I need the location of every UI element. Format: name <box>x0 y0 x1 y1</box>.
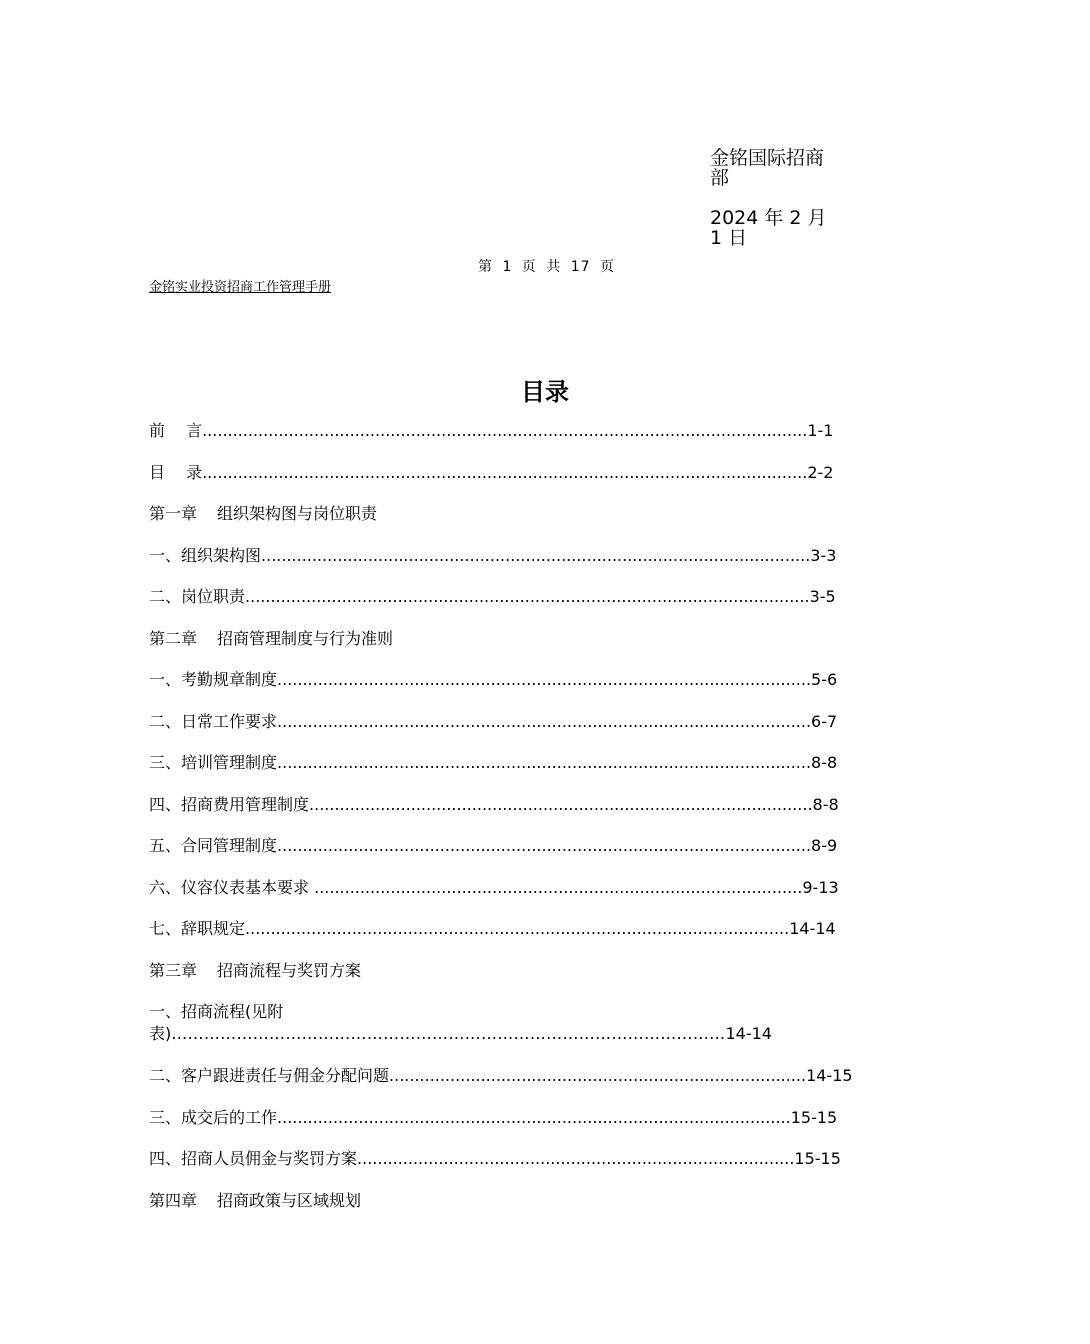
toc-entry-label: 六、仪容仪表基本要求 <box>149 877 310 897</box>
toc-page-range: 1-1 <box>807 421 834 440</box>
toc-entry-label: 一、考勤规章制度 <box>149 670 278 689</box>
toc-entry-label: 七、辞职规定 <box>149 919 246 938</box>
toc-page-range: 8-8 <box>812 794 839 814</box>
toc-leader-dots: ................................................................................................... <box>309 794 813 814</box>
toc-entry-label: 第二章 <box>149 628 198 648</box>
toc-entry-label: 目 录 <box>149 462 203 482</box>
toc-entry-label: 二、日常工作要求 <box>149 711 278 731</box>
toc-entry[interactable] <box>149 877 839 919</box>
toc-page-range: 14-14 <box>789 919 836 938</box>
toc-page-range: 15-15 <box>794 1149 841 1168</box>
toc-page-range: 15-15 <box>790 1107 838 1127</box>
toc-chapter-title: 招商管理制度与行为准则 <box>217 628 394 648</box>
toc-entry-label: 四、招商人员佣金与奖罚方案 <box>149 1149 358 1168</box>
toc-entry-label: 一、组织架构图 <box>149 545 262 565</box>
toc-entry-label: 第一章 <box>149 504 198 523</box>
toc-entry-label: 第三章 <box>149 960 198 980</box>
toc-entry[interactable] <box>149 462 839 504</box>
toc-entry-label: 二、岗位职责 <box>149 587 246 606</box>
toc-entry[interactable] <box>149 545 839 587</box>
toc-chapter-heading[interactable] <box>149 628 839 670</box>
toc-entry-label: 三、培训管理制度 <box>149 753 278 772</box>
toc-entry[interactable] <box>149 420 839 462</box>
toc-entry-label: 三、成交后的工作 <box>149 1107 278 1127</box>
toc-leader-dots: ...................................................................................... <box>357 1149 795 1168</box>
toc-entry[interactable] <box>149 835 839 877</box>
toc-chapter-title: 组织架构图与岗位职责 <box>217 504 378 523</box>
toc-entry[interactable] <box>149 794 839 836</box>
toc-entry[interactable] <box>149 918 839 960</box>
toc-page-range: 8-9 <box>811 836 838 855</box>
toc-leader-dots: ..................................................................................................... <box>277 1107 791 1127</box>
toc-entry-label: 一、招商流程(见附表) <box>149 1002 284 1043</box>
toc-entry-label: 二、客户跟进责任与佣金分配问题 <box>149 1066 390 1085</box>
toc-leader-dots: ………………………………………………………………………………………… <box>171 1024 726 1043</box>
toc-title: 目录 <box>521 378 569 406</box>
toc-chapter-title: 招商流程与奖罚方案 <box>217 960 362 980</box>
org-signature-block <box>710 148 835 248</box>
toc-leader-dots: ......................................................................................................... <box>277 753 812 772</box>
toc-page-range: 2-2 <box>807 462 834 482</box>
toc-page-range: 3-3 <box>810 545 837 565</box>
toc-page-range: 5-6 <box>811 670 838 689</box>
toc-entry-label: 四、招商费用管理制度 <box>149 794 310 814</box>
toc-leader-dots: ......................................................................................................... <box>277 711 812 731</box>
toc-leader-dots: ............................................................................................................... <box>245 587 810 606</box>
running-header: 金铭实业投资招商工作管理手册 <box>149 280 332 295</box>
toc-chapter-heading[interactable] <box>149 1190 839 1232</box>
toc-entry-label: 五、合同管理制度 <box>149 836 278 855</box>
toc-leader-dots: ......................................................................................................... <box>277 836 812 855</box>
toc-entry[interactable] <box>149 586 839 628</box>
document-date: 2024 年 2 月 1 日 <box>710 207 827 249</box>
table-of-contents <box>149 420 853 1231</box>
toc-leader-dots: ....................................................................................................................... <box>202 421 808 440</box>
toc-entry[interactable] <box>149 669 839 711</box>
toc-leader-dots: ....................................................................................................................... <box>202 462 808 482</box>
toc-entry[interactable] <box>149 1148 839 1190</box>
toc-page-range: 3-5 <box>809 587 836 606</box>
toc-entry[interactable] <box>149 1065 853 1107</box>
toc-leader-dots: .................................................................................. <box>389 1066 807 1085</box>
toc-chapter-heading[interactable] <box>149 503 839 545</box>
toc-page-range: 8-8 <box>811 753 838 772</box>
toc-entry-label: 前 言 <box>149 421 203 440</box>
toc-page-range: 6-7 <box>811 711 838 731</box>
toc-leader-dots: ......................................................................................................... <box>277 670 812 689</box>
toc-page-range: 14-14 <box>725 1024 772 1043</box>
toc-entry[interactable] <box>149 1001 829 1065</box>
toc-entry-label: 第四章 <box>149 1190 198 1210</box>
toc-leader-dots: ........................................................................................................... <box>245 919 790 938</box>
org-name: 金铭国际招商部 <box>710 147 825 189</box>
toc-chapter-heading[interactable] <box>149 960 839 1002</box>
toc-page-range: 9-13 <box>802 877 839 897</box>
toc-entry[interactable] <box>149 711 839 753</box>
toc-entry[interactable] <box>149 752 839 794</box>
toc-chapter-title: 招商政策与区域规划 <box>217 1190 362 1210</box>
page-number: 第 1 页 共 17 页 <box>478 259 615 275</box>
toc-leader-dots: ............................................................................................................ <box>261 545 811 565</box>
toc-page-range: 14-15 <box>806 1066 853 1085</box>
toc-leader-dots: ................................................................................................ <box>309 877 803 897</box>
toc-entry[interactable] <box>149 1107 839 1149</box>
